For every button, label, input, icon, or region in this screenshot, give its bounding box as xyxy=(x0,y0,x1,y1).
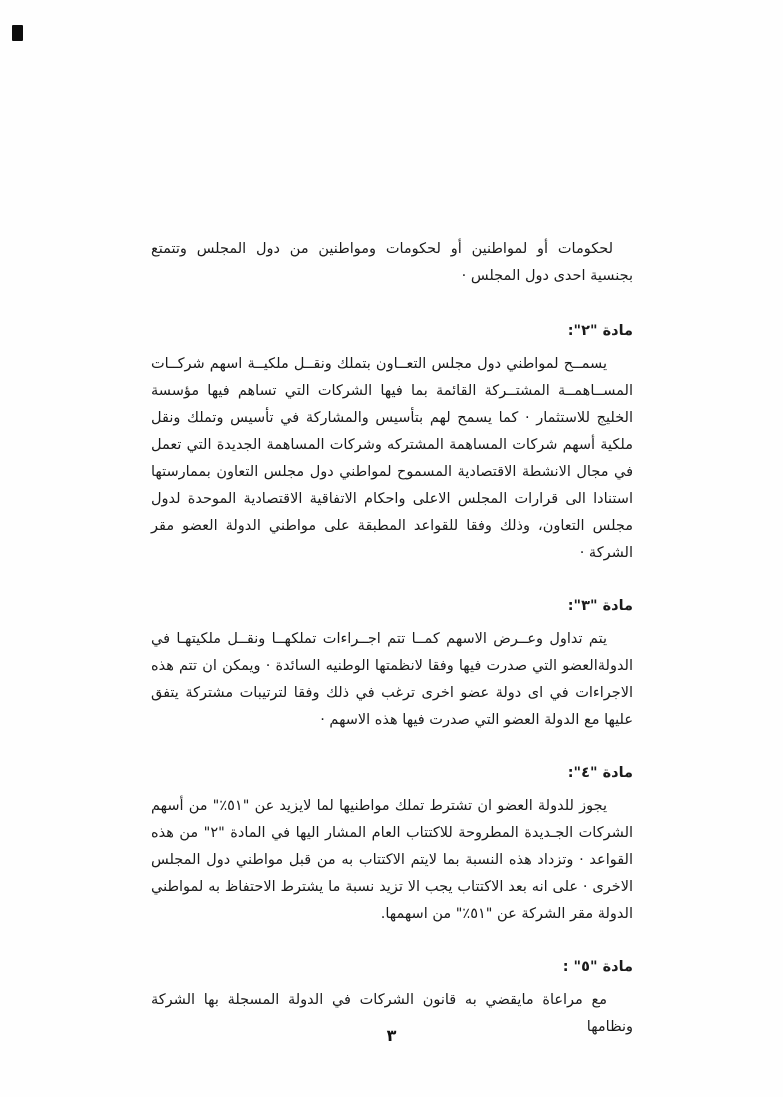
article-3 xyxy=(151,593,633,734)
article-4-body: يجوز للدولة العضو ان تشترط تملك مواطنيها لما لايزيد عن "٥١٪" من أسهم الشركات الجـديدة المطروحة للاكتتاب العام المشار اليها في المادة "٢" من هذه القواعد · وتزداد هذه النسبة بما لايتم الاكتتاب به من قبل مواطني دول المجلس الاخرى · على انه بعد الاكتتاب يجب الا تزيد نسبة ما يشترط الاحتفاظ به لمواطني الدولة مقر الشركة عن "٥١٪" من اسهمها. xyxy=(151,798,634,922)
document-text-block xyxy=(151,236,633,1067)
scan-mark-artifact xyxy=(12,25,23,41)
intro-paragraph: لحكومات أو لمواطنين أو لحكومات ومواطنين من دول المجلس وتتمتع بجنسية احدى دول المجلس · xyxy=(151,241,633,284)
article-2-heading: مادة "٢": xyxy=(567,323,633,339)
article-2 xyxy=(151,318,633,567)
article-2-body: يسمــح لمواطني دول مجلس التعــاون بتملك ونقــل ملكيــة اسهم شركــات المســاهمــة المشتــركة القائمة بما فيها الشركات التي تساهم فيها مؤسسة الخليج للاستثمار · كما يسمح لهم بتأسيس والمشاركة في تأسيس وتملك ونقل ملكية أسهم شركات المساهمة المشتركه وشركات المساهمة الجديدة التي تعمل في مجال الانشطة الاقتصادية المسموح لمواطني دول مجلس التعاون بممارستها استنادا الى قرارات المجلس الاعلى واحكام الاتفاقية الاقتصادية الموحدة لدول مجلس التعاون، وذلك وفقا للقواعد المطبقة على مواطني الدولة العضو مقر الشركة · xyxy=(151,356,633,561)
page-number: ٣ xyxy=(386,1026,397,1045)
article-5-heading: مادة "٥" : xyxy=(562,959,633,975)
article-5-body: مع مراعاة مايقضي به قانون الشركات في الدولة المسجلة بها الشركة ونظامها xyxy=(151,992,633,1035)
article-3-heading: مادة "٣": xyxy=(567,598,633,614)
article-3-body: يتم تداول وعــرض الاسهم كمــا تتم اجــراءات تملكهــا ونقــل ملكيتهـا في الدولةالعضو التي صدرت فيها وفقا لانظمتها الوطنيه السائدة · ويمكن ان تتم هذه الاجراءات في اى دولة عضو اخرى ترغب في ذلك وفقا لترتيبات مشتركة يتفق عليها مع الدولة العضو التي صدرت فيها هذه الاسهم · xyxy=(151,631,633,728)
article-4 xyxy=(151,760,633,928)
article-4-heading: مادة "٤": xyxy=(567,765,633,781)
